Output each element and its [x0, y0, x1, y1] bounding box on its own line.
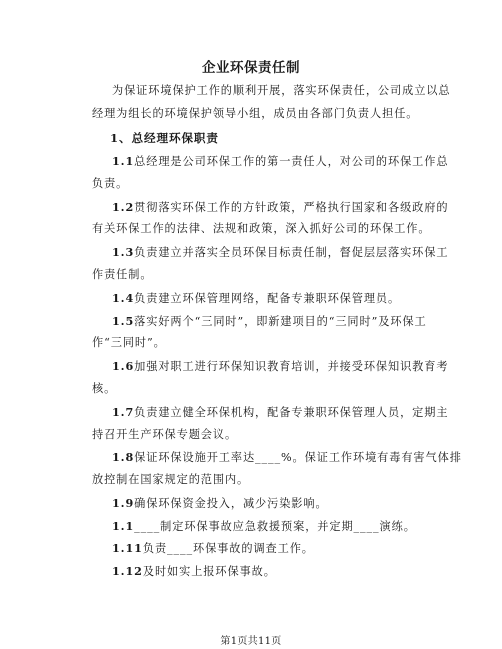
- item-text: 确保环保资金投入，减少污染影响。: [134, 497, 328, 510]
- item-number: 1.1: [112, 154, 135, 168]
- item-1-3: [112, 245, 448, 260]
- item-number: 1.9: [112, 496, 135, 510]
- document-title: 企业环保责任制: [202, 60, 300, 76]
- item-text: 负责建立健全环保机构，配备专兼职环保管理人员，定期主: [134, 406, 449, 419]
- item-text: 总经理是公司环保工作的第一责任人，对公司的环保工作总: [134, 155, 449, 168]
- item-text: 贯彻落实环保工作的方针政策，严格执行国家和各级政府的: [134, 201, 449, 214]
- intro-line-1: 为保证环境保护工作的顺利开展，落实环保责任，公司成立以总: [112, 84, 451, 97]
- item-number: 1.11: [112, 541, 143, 555]
- item-1-7-cont: 持召开生产环保专题会议。: [92, 428, 238, 441]
- section-heading: 1、总经理环保职责: [110, 131, 219, 145]
- intro-line-2: 经理为组长的环境保护领导小组，成员由各部门负责人担任。: [92, 107, 419, 120]
- item-1-6: [112, 359, 448, 374]
- item-1-1: [112, 154, 448, 169]
- item-text: 负责____环保事故的调查工作。: [142, 542, 314, 555]
- item-number: 1.5: [112, 314, 135, 328]
- item-1-3-cont: 作责任制。: [92, 268, 153, 281]
- item-text: 负责建立环保管理网络，配备专兼职环保管理员。: [134, 292, 401, 305]
- page-footer: 第1页共11页: [220, 636, 282, 647]
- item-1-4: [112, 291, 400, 306]
- item-1-10: [112, 519, 416, 534]
- item-number: 1.2: [112, 200, 135, 214]
- item-1-6-cont: 核。: [92, 382, 117, 395]
- item-1-2: [112, 200, 448, 215]
- item-text: ____制定环保事故应急救援预案，并定期____演练。: [134, 520, 416, 533]
- item-number: 1.6: [112, 359, 135, 373]
- item-text: 加强对职工进行环保知识教育培训，并接受环保知识教育考: [134, 360, 449, 373]
- item-1-8: [112, 450, 462, 465]
- item-number: 1.8: [112, 450, 135, 464]
- item-text: 保证环保设施开工率达____%。保证工作环境有毒有害气体排: [134, 451, 462, 464]
- item-1-5-cont: 作“三同时”。: [92, 336, 166, 349]
- item-1-5: [112, 314, 427, 329]
- item-1-2-cont: 有关环保工作的法律、法规和政策，深入抓好公司的环保工作。: [92, 222, 431, 235]
- item-text: 负责建立并落实全员环保目标责任制，督促层层落实环保工: [134, 246, 449, 259]
- item-number: 1.3: [112, 245, 135, 259]
- item-1-11: [112, 541, 314, 556]
- item-number: 1.4: [112, 291, 135, 305]
- item-1-7: [112, 405, 448, 420]
- item-number: 1.7: [112, 405, 135, 419]
- item-1-9: [112, 496, 328, 511]
- item-number: 1.1: [112, 519, 135, 533]
- item-number: 1.12: [112, 564, 143, 578]
- item-1-12: [112, 564, 276, 579]
- item-1-1-cont: 负责。: [92, 177, 129, 190]
- item-1-8-cont: 放控制在国家规定的范围内。: [92, 473, 250, 486]
- item-text: 及时如实上报环保事故。: [142, 565, 276, 578]
- item-text: 落实好两个“三同时”，即新建项目的“三同时”及环保工: [134, 315, 427, 328]
